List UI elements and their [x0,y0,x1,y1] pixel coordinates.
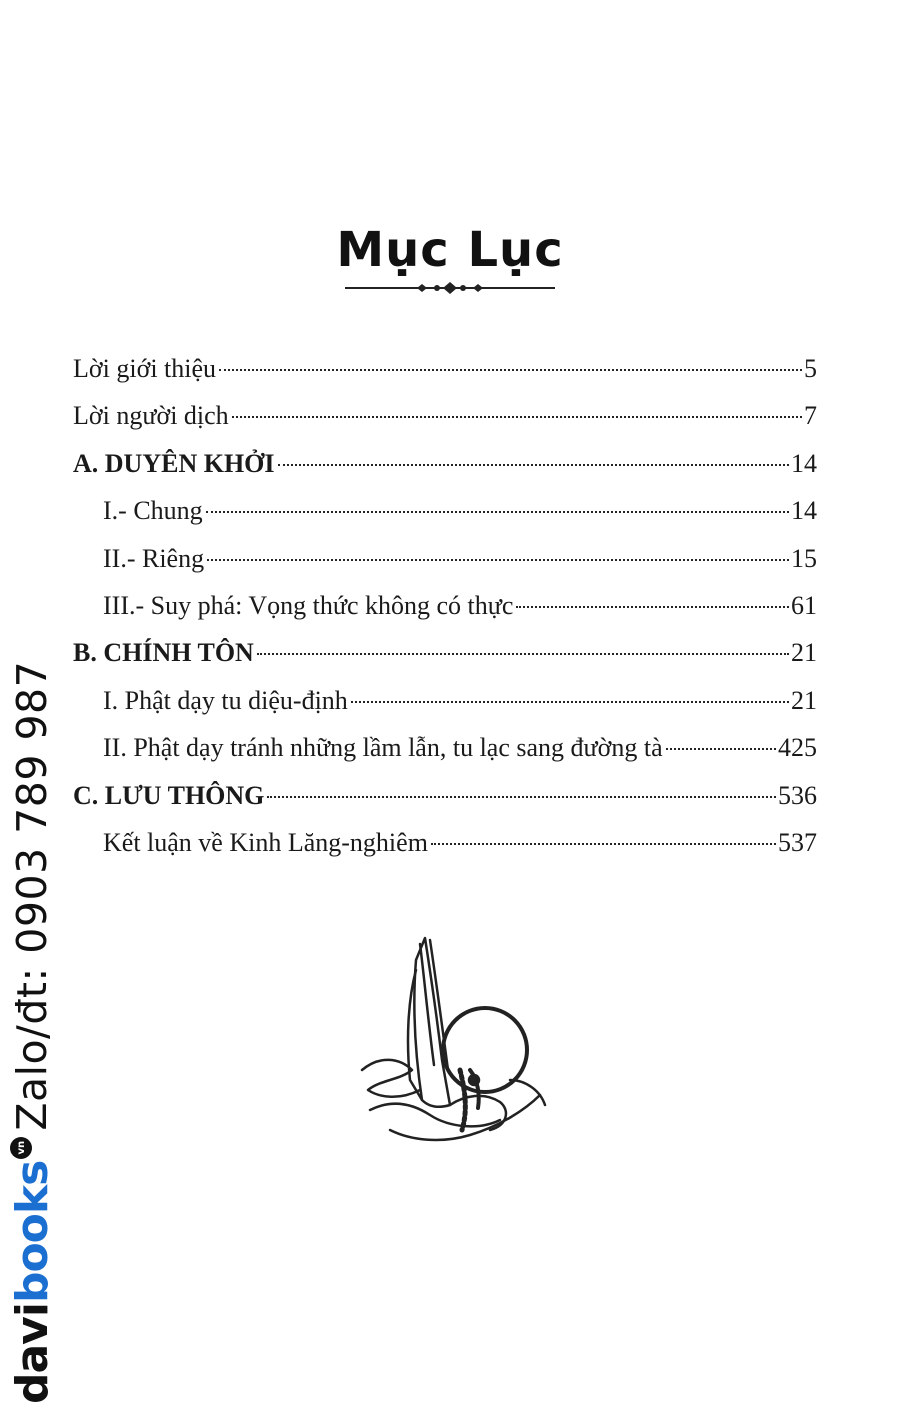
praying-hands-icon [350,930,560,1160]
ornament-divider-icon [345,278,555,298]
toc-entry-page: 537 [778,827,817,857]
toc-entry-label: II. Phật dạy tránh những lầm lẫn, tu lạc sang đường tà [103,733,663,763]
toc-entry-page: 21 [791,685,817,715]
toc-entry [73,819,817,866]
brand-logo: davibooks [6,1160,58,1404]
toc-entry-page: 15 [791,543,817,573]
toc-entry-page: 536 [778,780,817,810]
contact-info: Zalo/đt: 0903 789 987 [8,660,56,1131]
toc-leader-dots [351,701,789,703]
toc-entry-label: C. LƯU THÔNG [73,780,265,810]
toc-entry [73,582,817,629]
toc-entry [73,629,817,676]
table-of-contents [73,345,817,866]
toc-entry-page: 5 [804,354,817,383]
page-title: Mục Lục [336,222,564,278]
side-watermark [8,644,56,1404]
toc-entry-page: 21 [791,638,817,668]
toc-leader-dots [257,653,789,655]
toc-entry [73,345,817,392]
toc-leader-dots [219,369,802,371]
toc-leader-dots [206,511,789,513]
toc-entry [73,677,817,724]
toc-entry-label: I.- Chung [103,496,203,526]
toc-entry-label: Lời giới thiệu [73,354,217,383]
toc-entry-label: I. Phật dạy tu diệu-định [103,685,348,715]
toc-entry-label: II.- Riêng [103,543,205,573]
toc-leader-dots [232,416,802,418]
toc-entry [73,724,817,771]
toc-leader-dots [207,559,789,561]
toc-leader-dots [267,796,776,798]
toc-entry [73,535,817,582]
toc-entry-label: Kết luận về Kinh Lăng-nghiêm [103,827,428,857]
toc-entry-label: B. CHÍNH TÔN [73,638,254,668]
toc-entry-label: A. DUYÊN KHỞI [73,448,275,478]
toc-leader-dots [516,606,789,608]
toc-entry-page: 425 [778,733,817,763]
toc-leader-dots [278,464,789,466]
toc-entry-page: 61 [791,590,817,620]
toc-entry-page: 7 [804,401,817,431]
toc-entry-label: III.- Suy phá: Vọng thức không có thực [103,590,514,620]
brand-badge: vn [10,1137,32,1159]
toc-entry-page: 14 [791,448,817,478]
toc-entry-page: 14 [791,496,817,526]
toc-entry [73,772,817,819]
toc-entry [73,392,817,439]
toc-leader-dots [666,748,776,750]
toc-entry-label: Lời người dịch [73,401,229,431]
toc-entry [73,440,817,487]
toc-entry [73,487,817,534]
toc-leader-dots [431,843,776,845]
